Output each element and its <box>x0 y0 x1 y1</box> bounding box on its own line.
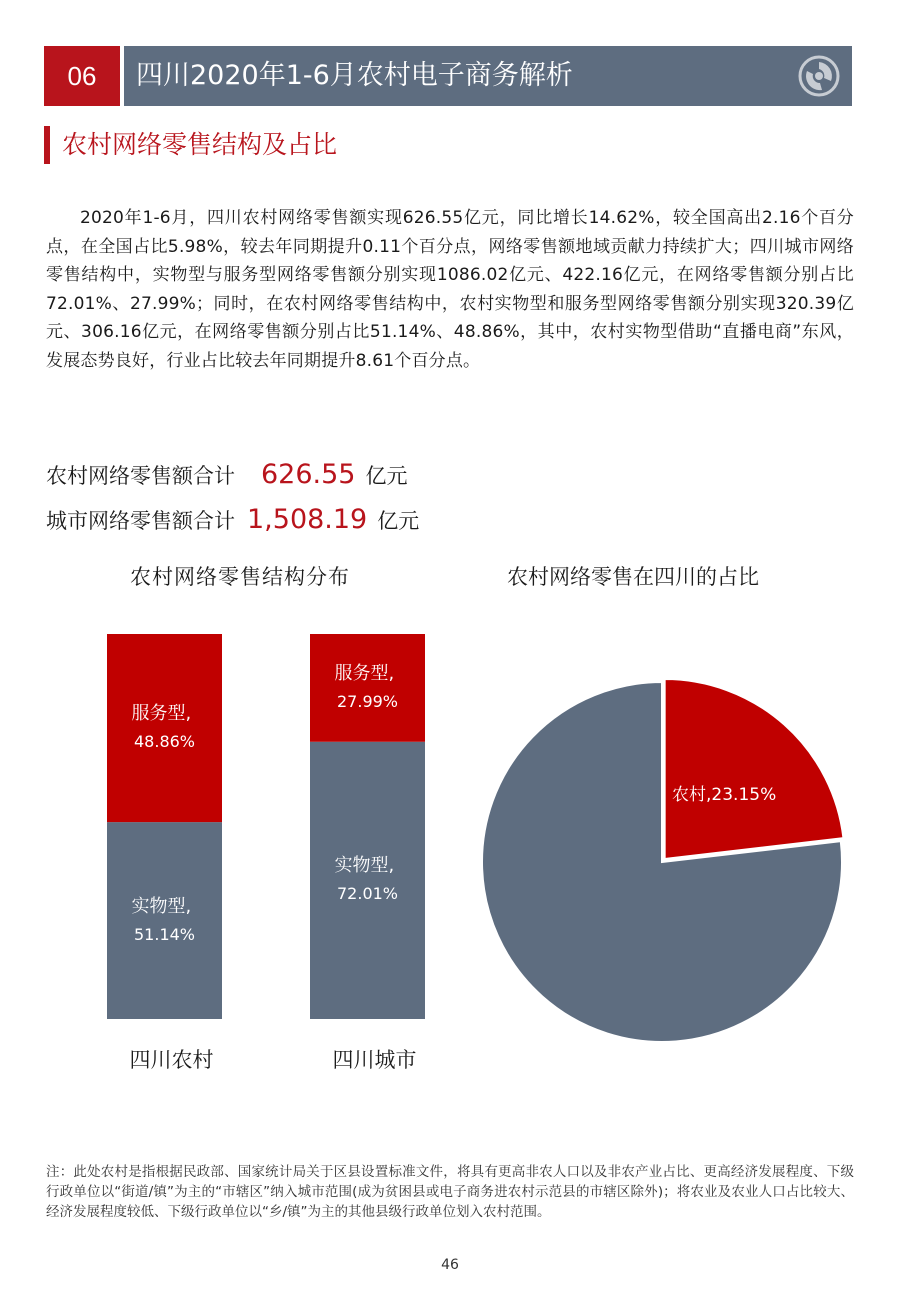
pie-slice-rural <box>665 679 844 859</box>
bar-category-label: 四川城市 <box>332 1048 417 1072</box>
header-title: 四川2020年1-6月农村电子商务解析 <box>136 60 573 91</box>
bar-chart-title: 农村网络零售结构分布 <box>130 565 350 589</box>
bar-segment-value: 27.99% <box>337 691 399 711</box>
pie-slice-label: 农村,23.15% <box>672 785 777 805</box>
urban-total-label: 城市网络零售额合计 <box>46 509 235 533</box>
bar-segment-label: 实物型, <box>131 895 192 917</box>
bar-segment-value: 48.86% <box>134 732 196 752</box>
bar-category-label: 四川农村 <box>129 1048 214 1072</box>
bar-segment-label: 实物型, <box>334 855 395 877</box>
rural-total-label: 农村网络零售额合计 <box>46 464 235 488</box>
bar-segment-label: 服务型, <box>131 703 192 725</box>
bar-segment-value: 51.14% <box>134 924 196 944</box>
section-number: 06 <box>44 46 120 106</box>
rural-total-unit: 亿元 <box>365 464 408 488</box>
pie-chart-title: 农村网络零售在四川的占比 <box>507 565 759 589</box>
rural-total-value: 626.55 <box>261 459 356 490</box>
bar-segment-label: 服务型, <box>334 662 395 684</box>
urban-total-value: 1,508.19 <box>247 504 368 535</box>
footnote: 注：此处农村是指根据民政部、国家统计局关于区县设置标准文件，将具有更高非农人口以及非农产业占比、更高经济发展程度、下级行政单位以“街道/镇”为主的“市辖区”纳入城市范围(成为贫困县或电子商务进农村示范县的市辖区除外)；将农业及农业人口占比较大、经济发展程度较低、下级行政单位以“乡/镇”为主的其他县级行政单位划入农村范围。 <box>46 1164 854 1220</box>
section-title: 农村网络零售结构及占比 <box>62 130 338 159</box>
urban-total-unit: 亿元 <box>377 509 420 533</box>
page-number: 46 <box>441 1257 459 1273</box>
body-paragraph: 2020年1-6月，四川农村网络零售额实现626.55亿元，同比增长14.62%，较全国高出2.16个百分点，在全国占比5.98%，较去年同期提升0.11个百分点，网络零售额地域贡献力持续扩大；四川城市网络零售结构中，实物型与服务型网络零售额分别实现1086.02亿元、422.16亿元，在网络零售额分别占比72.01%、27.99%；同时，在农村网络零售结构中，农村实物型和服务型网络零售额分别实现320.39亿元、306.16亿元，在网络零售额分别占比51.14%、48.86%，其中，农村实物型借助“直播电商”东风，发展态势良好，行业占比较去年同期提升8.61个百分点。 <box>46 208 854 371</box>
bar-segment-value: 72.01% <box>337 884 399 904</box>
